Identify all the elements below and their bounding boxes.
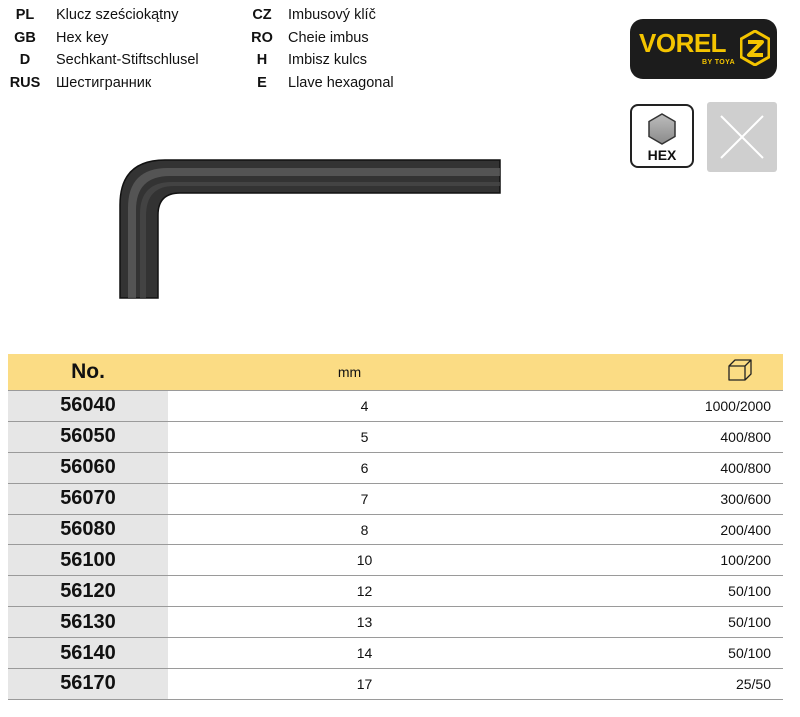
language-names-right [246, 4, 394, 94]
lang-code: RUS [9, 74, 41, 91]
name-row [4, 4, 199, 27]
logo-word: VOREL [639, 28, 727, 58]
header-mm: mm [168, 354, 531, 391]
table-row [8, 607, 783, 638]
hex-key-illustration [110, 150, 505, 310]
table-row [8, 669, 783, 700]
name-row [4, 72, 199, 95]
pack-qty: 300/600 [531, 483, 783, 514]
item-number: 56040 [8, 391, 168, 422]
table-row [8, 483, 783, 514]
hex-type-badge [630, 104, 694, 168]
item-number: 56120 [8, 576, 168, 607]
table-header-row [8, 354, 783, 391]
product-name: Hex key [56, 29, 109, 46]
pack-qty: 100/200 [531, 545, 783, 576]
table-row [8, 391, 783, 422]
product-name: Imbusový klíč [288, 7, 376, 23]
lang-code: CZ [252, 7, 272, 23]
product-name: Klucz sześciokątny [56, 7, 179, 23]
lang-code: GB [14, 29, 36, 46]
size-mm: 14 [168, 638, 531, 669]
lang-code: RO [251, 29, 273, 46]
table-row [8, 576, 783, 607]
product-name: Sechkant-Stiftschlusel [56, 52, 199, 68]
item-number: 56100 [8, 545, 168, 576]
not-applicable-badge [707, 102, 777, 172]
size-mm: 5 [168, 421, 531, 452]
pack-qty: 50/100 [531, 576, 783, 607]
lang-code: D [19, 52, 31, 68]
product-name: Imbisz kulcs [288, 52, 367, 68]
lang-code: H [256, 52, 268, 68]
size-mm: 17 [168, 669, 531, 700]
table-row [8, 421, 783, 452]
logo-tagline: BY TOYA [702, 59, 736, 66]
hex-label: HEX [647, 147, 677, 163]
name-row [246, 27, 394, 50]
name-row [246, 72, 394, 95]
item-number: 56070 [8, 483, 168, 514]
size-mm: 8 [168, 514, 531, 545]
size-mm: 6 [168, 452, 531, 483]
size-mm: 13 [168, 607, 531, 638]
name-row [246, 49, 394, 72]
item-number: 56080 [8, 514, 168, 545]
cross-icon [707, 102, 777, 172]
item-number: 56050 [8, 421, 168, 452]
item-number: 56060 [8, 452, 168, 483]
pack-qty: 25/50 [531, 669, 783, 700]
pack-qty: 200/400 [531, 514, 783, 545]
pack-qty: 1000/2000 [531, 391, 783, 422]
box-icon [727, 358, 753, 382]
table-row [8, 452, 783, 483]
hexagon-icon [645, 112, 679, 146]
pack-qty: 400/800 [531, 421, 783, 452]
item-number: 56140 [8, 638, 168, 669]
pack-qty: 50/100 [531, 638, 783, 669]
pack-qty: 400/800 [531, 452, 783, 483]
header-pack [531, 354, 783, 391]
header-no: No. [8, 354, 168, 391]
vorel-logo [630, 19, 777, 79]
pack-qty: 50/100 [531, 607, 783, 638]
name-row [4, 49, 199, 72]
table-row [8, 514, 783, 545]
size-mm: 12 [168, 576, 531, 607]
name-row [4, 27, 199, 50]
name-row [246, 4, 394, 27]
product-name: Шестигранник [56, 74, 152, 91]
language-names-left [4, 4, 199, 94]
product-name: Llave hexagonal [288, 74, 394, 91]
item-number: 56130 [8, 607, 168, 638]
lang-code: PL [15, 7, 35, 23]
size-mm: 4 [168, 391, 531, 422]
size-mm: 7 [168, 483, 531, 514]
product-name: Cheie imbus [288, 29, 369, 46]
size-mm: 10 [168, 545, 531, 576]
table-row [8, 545, 783, 576]
table-row [8, 638, 783, 669]
product-table [8, 354, 783, 700]
logo-mark-icon [740, 30, 770, 66]
lang-code: E [257, 74, 267, 91]
item-number: 56170 [8, 669, 168, 700]
